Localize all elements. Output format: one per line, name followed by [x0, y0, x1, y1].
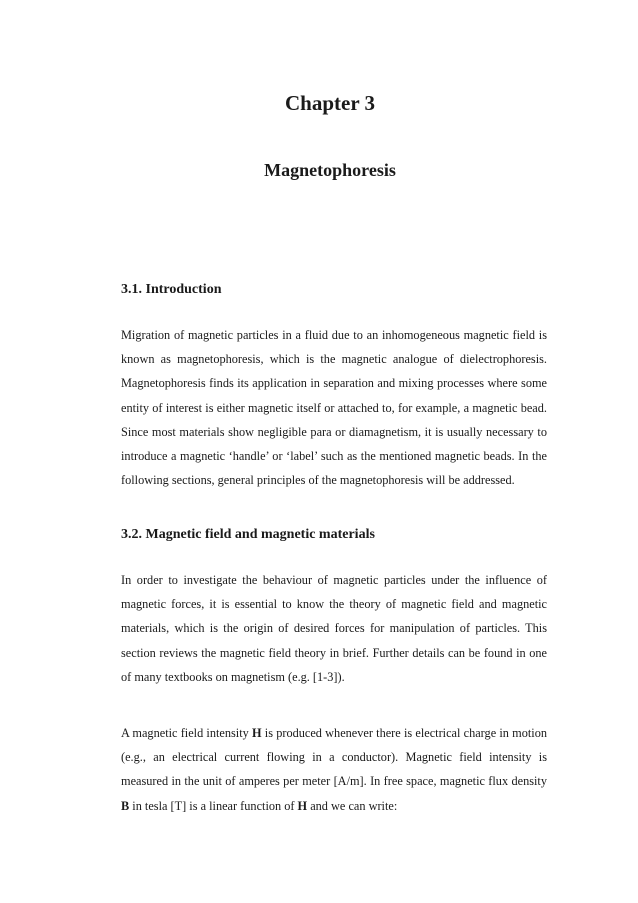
- section-heading-introduction: 3.1. Introduction: [121, 282, 222, 297]
- symbol-h: H: [297, 798, 308, 813]
- text-run: is produced whenever there is electrical charge in motion (e.g., an electrical current flowing in a conductor). Magnetic field intensity is measured in the unit of amperes per meter [A/m]. In free space, magnetic flux density: [121, 726, 547, 789]
- paragraph-field-intensity: [121, 721, 547, 818]
- chapter-label: Chapter 3: [284, 91, 376, 115]
- paragraph-magnetic-field: In order to investigate the behaviour of magnetic particles under the influence of magnetic forces, it is essential to know the theory of magnetic field and magnetic materials, which is the origin of desired forces for manipulation of particles. This section reviews the magnetic field theory in brief. Further details can be found in one of many textbooks on magnetism (e.g. [1-3]).: [121, 573, 547, 684]
- chapter-title: Magnetophoresis: [264, 160, 396, 180]
- text-run: in tesla [T] is a linear function of: [129, 798, 298, 813]
- symbol-b: B: [121, 798, 130, 813]
- text-run: and we can write:: [307, 798, 398, 813]
- text-run: A magnetic field intensity: [121, 726, 252, 740]
- paragraph-introduction: Migration of magnetic particles in a fluid due to an inhomogeneous magnetic field is known as magnetophoresis, which is the magnetic analogue of dielectrophoresis. Magnetophoresis finds its application in separation and mixing processes where some entity of interest is either magnetic itself or attached to, for example, a magnetic bead. Since most materials show negligible para or diamagnetism, it is usually necessary to introduce a magnetic ‘handle’ or ‘label’ such as the mentioned magnetic beads. In the following sections, general principles of the magnetophoresis will be addressed.: [121, 328, 547, 488]
- symbol-h: H: [252, 726, 262, 740]
- section-heading-magnetic-field: 3.2. Magnetic field and magnetic materials: [121, 527, 375, 542]
